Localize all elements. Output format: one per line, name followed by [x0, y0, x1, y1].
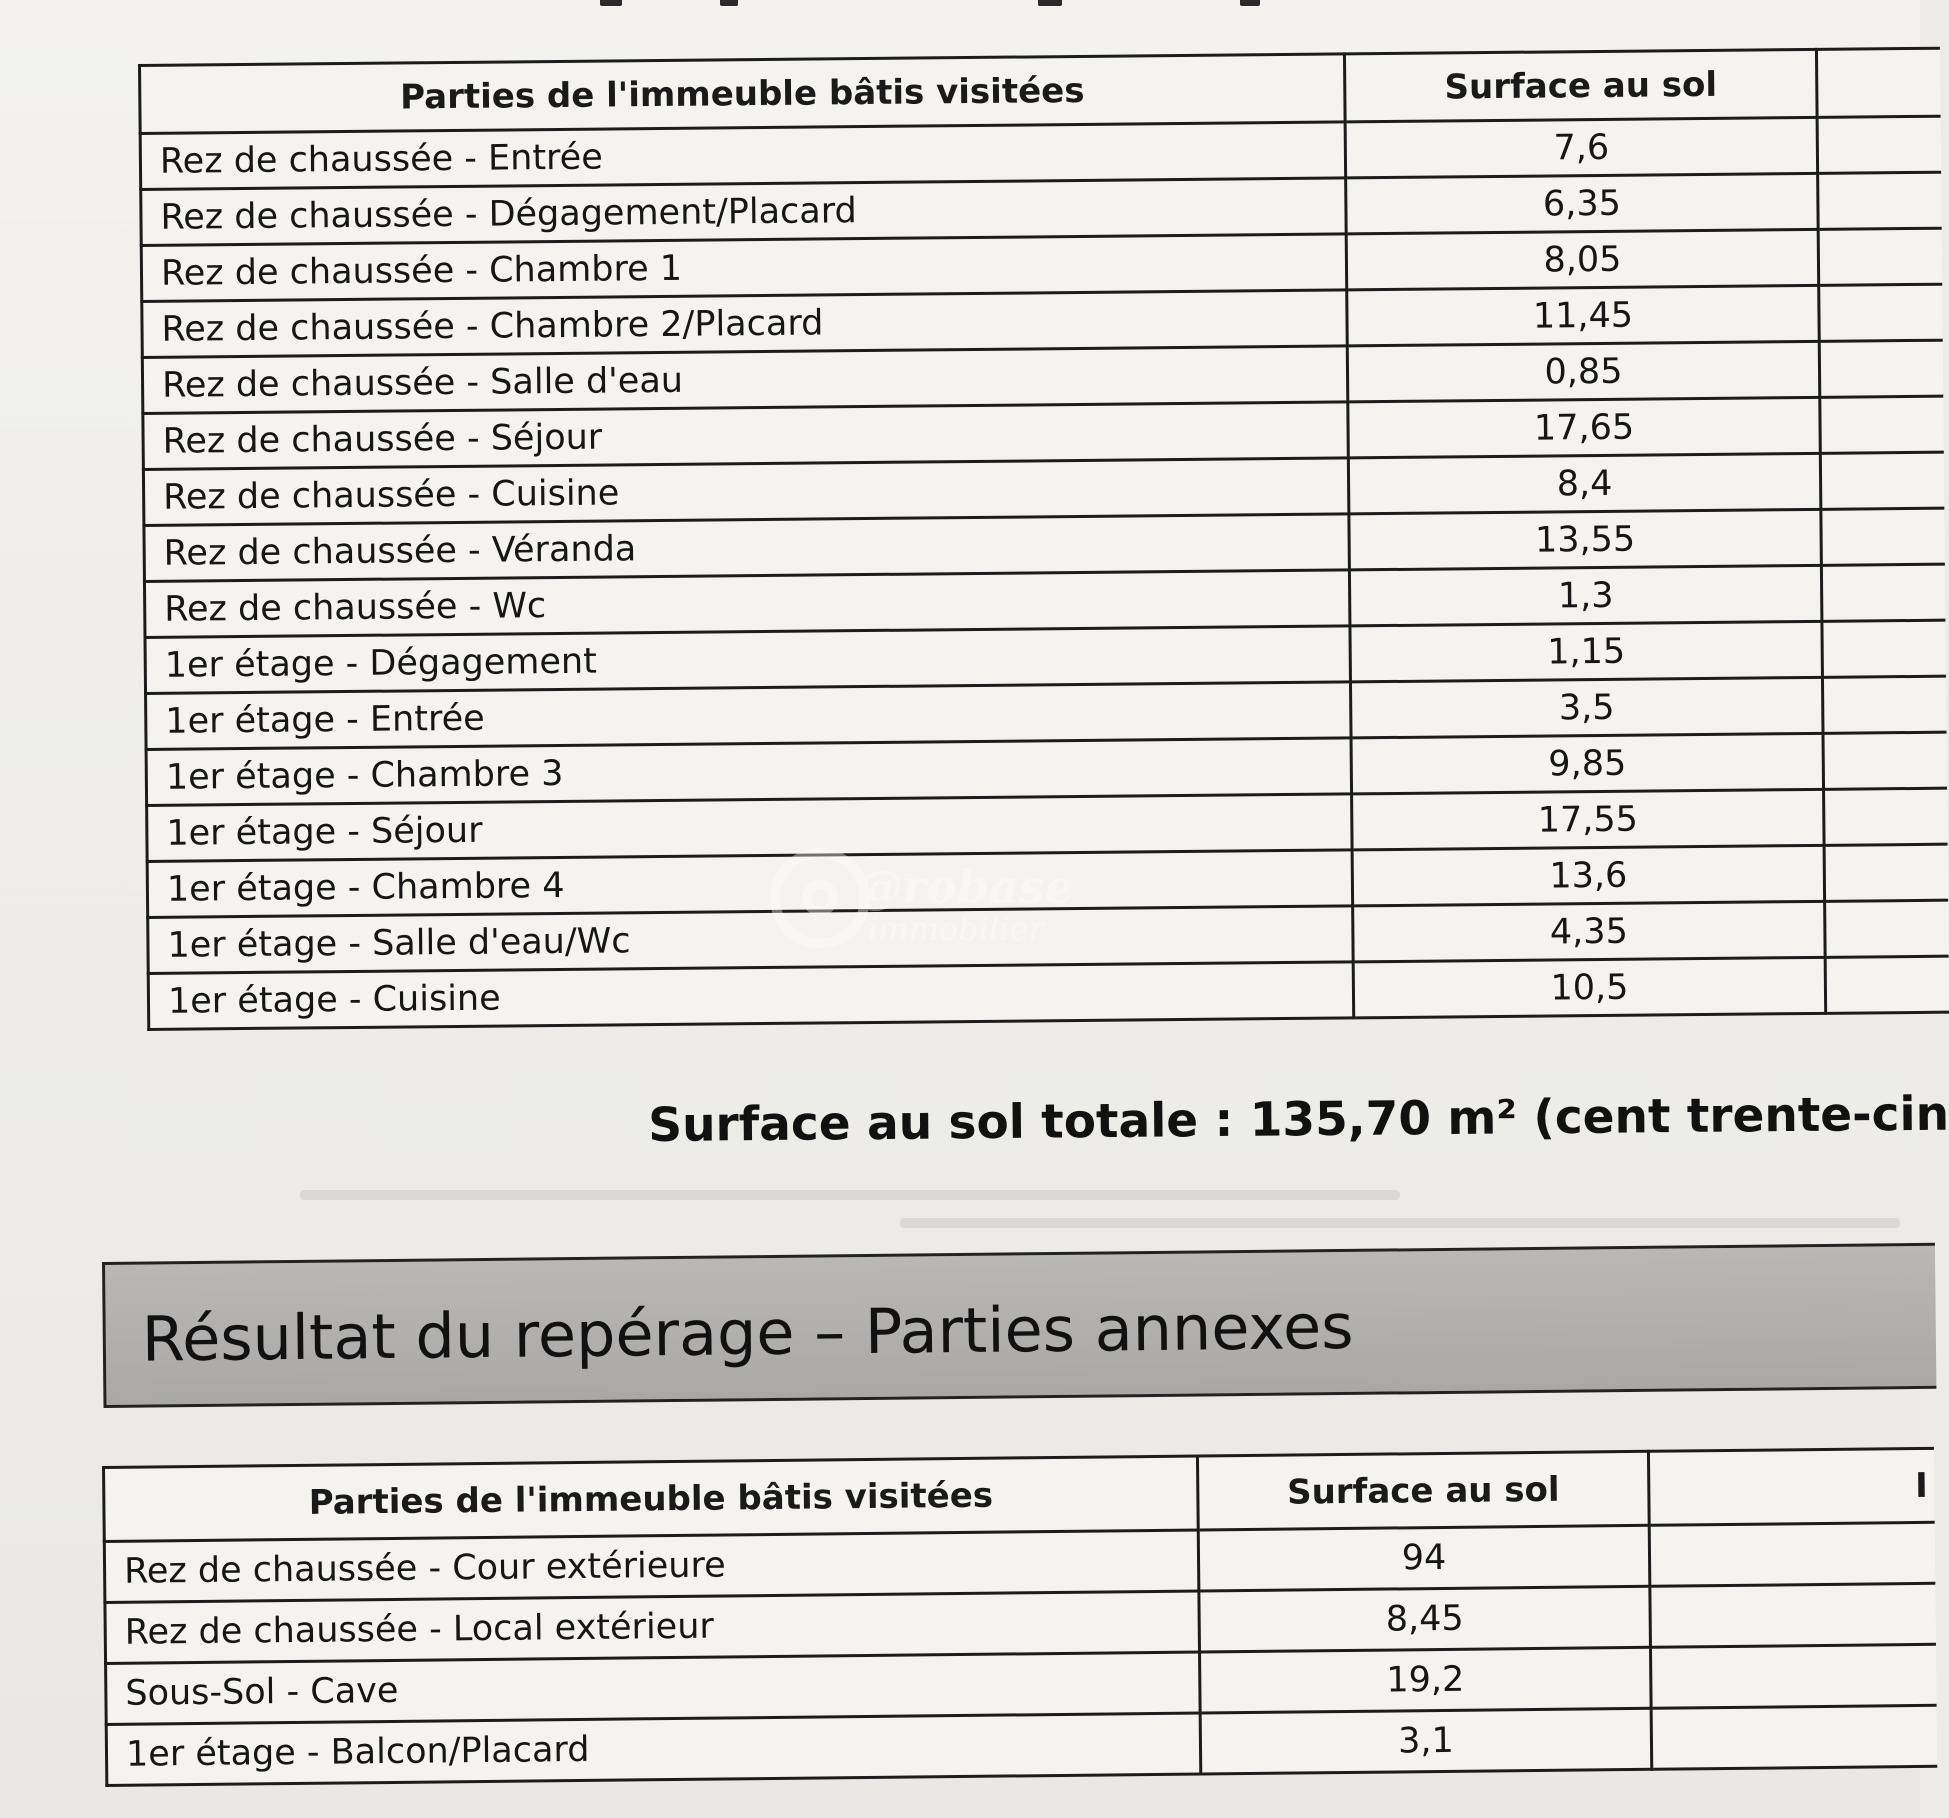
watermark-ring-icon — [770, 848, 870, 948]
room-name: 1er étage - Entrée — [146, 682, 1351, 750]
room-surface: 17,65 — [1348, 397, 1821, 458]
room-name: 1er étage - Dégagement — [145, 626, 1350, 694]
room-name: Rez de chaussée - Wc — [144, 570, 1349, 638]
room-name: Rez de chaussée - Salle d'eau — [142, 346, 1347, 414]
room-surface: 94 — [1198, 1525, 1650, 1591]
room-surface: 8,05 — [1346, 229, 1819, 290]
room-surface: 13,6 — [1352, 845, 1825, 906]
header-surface: Surface au sol — [1197, 1451, 1649, 1530]
room-surface: 19,2 — [1200, 1647, 1652, 1713]
room-surface: 3,5 — [1350, 677, 1823, 738]
header-surface: Surface au sol — [1344, 49, 1817, 122]
room-name: 1er étage - Chambre 4 — [147, 850, 1352, 918]
room-surface: 3,1 — [1200, 1708, 1652, 1774]
room-name: Rez de chaussée - Local extérieur — [105, 1591, 1200, 1663]
room-surface: 4,35 — [1353, 901, 1826, 962]
room-name: Sous-Sol - Cave — [106, 1652, 1201, 1724]
extra-cell — [1651, 1705, 1937, 1769]
extra-cell — [1818, 228, 1942, 285]
cut-off-top-text — [0, 0, 1920, 14]
room-surface: 8,4 — [1348, 453, 1821, 514]
agency-watermark-logo — [770, 842, 1100, 962]
room-surface: 1,15 — [1350, 621, 1823, 682]
extra-cell — [1822, 620, 1946, 677]
room-name: 1er étage - Chambre 3 — [146, 738, 1351, 806]
extra-cell — [1819, 284, 1943, 341]
extra-cell — [1820, 452, 1944, 509]
header-extra-column: I — [1648, 1448, 1934, 1525]
room-surface: 13,55 — [1349, 509, 1822, 570]
room-name: Rez de chaussée - Entrée — [140, 122, 1345, 190]
room-surface: 9,85 — [1351, 733, 1824, 794]
room-name: 1er étage - Séjour — [147, 794, 1352, 862]
bleed-through-line — [900, 1218, 1900, 1228]
extra-cell — [1650, 1583, 1936, 1647]
extra-cell — [1649, 1522, 1935, 1586]
room-name: Rez de chaussée - Dégagement/Placard — [141, 178, 1346, 246]
room-name: Rez de chaussée - Cuisine — [143, 458, 1348, 526]
room-surface: 0,85 — [1347, 341, 1820, 402]
total-surface-line: Surface au sol totale : 135,70 m² (cent trente-cin — [648, 1086, 1949, 1153]
extra-cell — [1817, 116, 1941, 173]
extra-cell — [1819, 340, 1943, 397]
extra-cell — [1821, 564, 1945, 621]
room-name: Rez de chaussée - Séjour — [143, 402, 1348, 470]
room-name: Rez de chaussée - Chambre 1 — [141, 234, 1346, 302]
section-header-bar — [102, 1243, 1936, 1408]
room-name: 1er étage - Salle d'eau/Wc — [148, 906, 1353, 974]
header-extra-column — [1816, 48, 1940, 117]
header-parts: Parties de l'immeuble bâtis visitées — [140, 54, 1346, 134]
room-name: Rez de chaussée - Véranda — [144, 514, 1349, 582]
extra-cell — [1825, 956, 1949, 1013]
extra-cell — [1824, 788, 1948, 845]
room-name: 1er étage - Cuisine — [148, 962, 1353, 1030]
room-surface: 10,5 — [1353, 957, 1826, 1018]
room-name: 1er étage - Balcon/Placard — [106, 1713, 1201, 1785]
extra-cell — [1825, 900, 1949, 957]
room-surface: 6,35 — [1346, 173, 1819, 234]
section-title: Résultat du repérage – Parties annexes — [141, 1289, 1354, 1376]
watermark-text-top: @robase — [856, 860, 1075, 914]
watermark-text-bottom: immobilier — [868, 910, 1044, 948]
room-surface: 17,55 — [1352, 789, 1825, 850]
room-name: Rez de chaussée - Chambre 2/Placard — [142, 290, 1347, 358]
bleed-through-line — [300, 1190, 1400, 1200]
extra-cell — [1823, 732, 1947, 789]
extra-cell — [1821, 508, 1945, 565]
extra-cell — [1818, 172, 1942, 229]
header-parts: Parties de l'immeuble bâtis visitées — [104, 1456, 1199, 1541]
room-surface: 8,45 — [1199, 1586, 1651, 1652]
room-surface: 11,45 — [1347, 285, 1820, 346]
room-surface: 1,3 — [1349, 565, 1822, 626]
extra-cell — [1822, 676, 1946, 733]
room-name: Rez de chaussée - Cour extérieure — [104, 1530, 1199, 1602]
annex-parts-table — [102, 1447, 1937, 1787]
room-surface: 7,6 — [1345, 117, 1818, 178]
extra-cell — [1824, 844, 1948, 901]
extra-cell — [1650, 1644, 1936, 1708]
extra-cell — [1820, 396, 1944, 453]
